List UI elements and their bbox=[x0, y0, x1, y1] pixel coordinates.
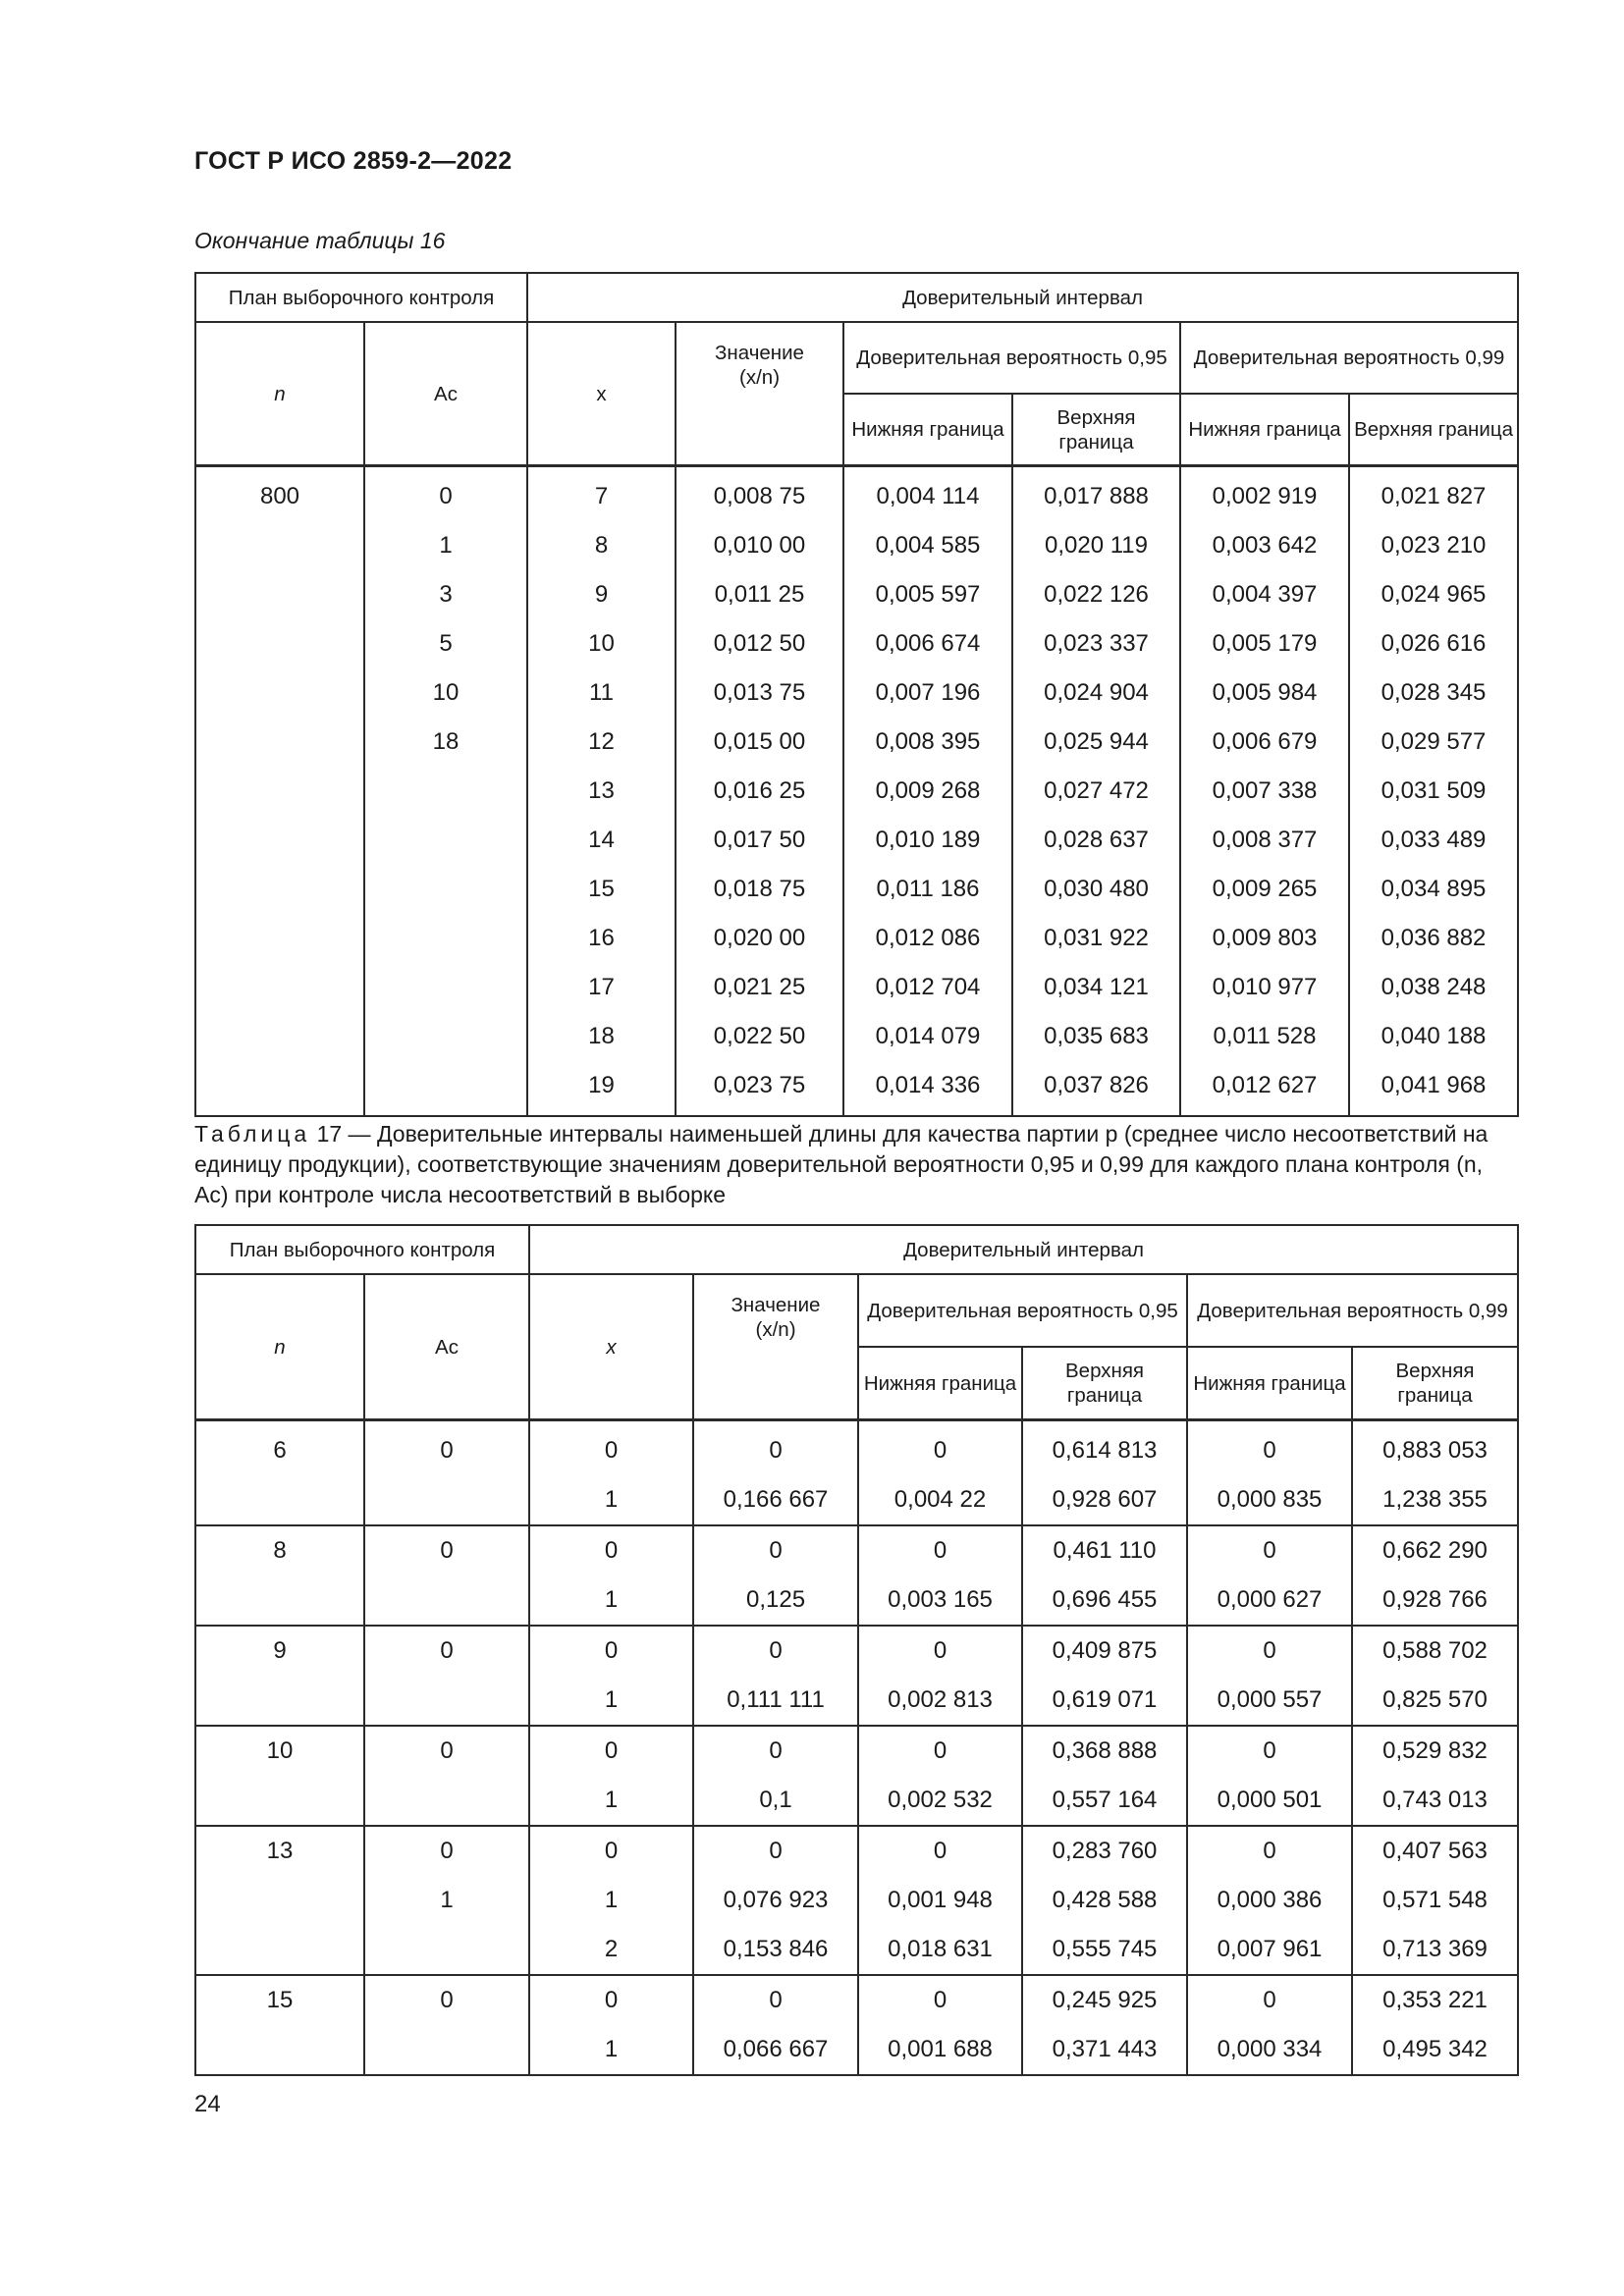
header-prob95: Доверительная вероятность 0,95 bbox=[858, 1274, 1187, 1347]
table-cell: 1 bbox=[529, 1475, 693, 1525]
table-cell: 11 bbox=[527, 668, 676, 718]
table-cell: 0,021 827 bbox=[1349, 472, 1518, 521]
table-cell: 0,153 846 bbox=[693, 1925, 858, 1975]
table-cell bbox=[364, 1676, 529, 1726]
table-cell: 0 bbox=[858, 1426, 1022, 1475]
header-upper99: Верхняя граница bbox=[1349, 394, 1518, 466]
table-cell bbox=[195, 1012, 364, 1061]
header-lower99: Нижняя граница bbox=[1187, 1347, 1352, 1420]
table-cell bbox=[195, 718, 364, 767]
table-cell bbox=[195, 1061, 364, 1110]
table-cell bbox=[364, 767, 527, 816]
table-cell: 0 bbox=[529, 1626, 693, 1676]
table-cell: 0 bbox=[858, 1525, 1022, 1575]
table-cell: 17 bbox=[527, 963, 676, 1012]
table-cell: 6 bbox=[195, 1426, 364, 1475]
table-cell: 0,030 480 bbox=[1012, 865, 1180, 914]
table-cell: 0,1 bbox=[693, 1776, 858, 1826]
table-cell bbox=[364, 963, 527, 1012]
table-cell: 0,029 577 bbox=[1349, 718, 1518, 767]
table-cell: 0,004 114 bbox=[843, 472, 1012, 521]
header-n: n bbox=[195, 1274, 364, 1420]
table-row bbox=[195, 1012, 1518, 1061]
table-cell: 0 bbox=[693, 1726, 858, 1776]
table-17-caption bbox=[194, 1119, 1520, 1210]
table-cell: 0,036 882 bbox=[1349, 914, 1518, 963]
table-cell: 0,023 210 bbox=[1349, 521, 1518, 570]
table-cell: 0,928 607 bbox=[1022, 1475, 1187, 1525]
table-cell bbox=[364, 2025, 529, 2075]
table-cell: 800 bbox=[195, 472, 364, 521]
document-title: ГОСТ Р ИСО 2859-2—2022 bbox=[194, 147, 513, 175]
table-cell: 0,014 336 bbox=[843, 1061, 1012, 1110]
table-cell: 13 bbox=[527, 767, 676, 816]
page-number: 24 bbox=[194, 2091, 221, 2117]
header-value bbox=[693, 1274, 858, 1420]
spacer-cell bbox=[1012, 1110, 1180, 1116]
table-cell: 0,076 923 bbox=[693, 1876, 858, 1925]
header-interval: Доверительный интервал bbox=[527, 273, 1518, 322]
table-16 bbox=[194, 272, 1519, 1117]
table-row bbox=[195, 668, 1518, 718]
header-plan: План выборочного контроля bbox=[195, 1225, 529, 1274]
table-cell: 0,928 766 bbox=[1352, 1575, 1518, 1626]
table-cell: 0,031 922 bbox=[1012, 914, 1180, 963]
table-cell bbox=[195, 767, 364, 816]
table-cell: 0,283 760 bbox=[1022, 1826, 1187, 1876]
table-row bbox=[195, 865, 1518, 914]
table-cell: 0,038 248 bbox=[1349, 963, 1518, 1012]
table-cell: 0 bbox=[1187, 1726, 1352, 1776]
table-cell: 0,004 22 bbox=[858, 1475, 1022, 1525]
table-cell: 0 bbox=[693, 1826, 858, 1876]
table-cell: 0 bbox=[858, 1626, 1022, 1676]
table-cell: 0,588 702 bbox=[1352, 1626, 1518, 1676]
table-cell bbox=[364, 1575, 529, 1626]
table-cell: 0,012 704 bbox=[843, 963, 1012, 1012]
table-cell bbox=[195, 1475, 364, 1525]
table-cell: 0,407 563 bbox=[1352, 1826, 1518, 1876]
table-row bbox=[195, 1726, 1518, 1776]
table-cell bbox=[195, 1575, 364, 1626]
table-cell: 0,026 616 bbox=[1349, 619, 1518, 668]
table-17-caption-text: 17 — Доверительные интервалы наименьшей длины для качества партии p (среднее число несоответствий на единицу продукции), соответствующие значениям доверительной вероятности 0,95 и 0,99 для каждого плана контроля (n, Ac) при контроле числа несоответствий в выборке bbox=[194, 1121, 1489, 1207]
table-cell: 0,041 968 bbox=[1349, 1061, 1518, 1110]
table-row bbox=[195, 914, 1518, 963]
header-interval: Доверительный интервал bbox=[529, 1225, 1518, 1274]
table-cell: 0,028 345 bbox=[1349, 668, 1518, 718]
table-cell: 0 bbox=[529, 1975, 693, 2025]
table-cell: 0,002 919 bbox=[1180, 472, 1349, 521]
table-cell: 0,245 925 bbox=[1022, 1975, 1187, 2025]
table-row bbox=[195, 1876, 1518, 1925]
table-cell: 8 bbox=[195, 1525, 364, 1575]
table-cell: 0,662 290 bbox=[1352, 1525, 1518, 1575]
table-cell bbox=[195, 668, 364, 718]
table-row bbox=[195, 718, 1518, 767]
header-value-label: Значение bbox=[715, 342, 804, 364]
table-cell: 0,007 196 bbox=[843, 668, 1012, 718]
table-cell: 10 bbox=[195, 1726, 364, 1776]
table-row bbox=[195, 1475, 1518, 1525]
header-upper95: Верхняя граница bbox=[1022, 1347, 1187, 1420]
table-cell: 0,010 189 bbox=[843, 816, 1012, 865]
table-cell: 0,009 268 bbox=[843, 767, 1012, 816]
table-cell: 8 bbox=[527, 521, 676, 570]
table-row bbox=[195, 570, 1518, 619]
table-cell: 0,003 165 bbox=[858, 1575, 1022, 1626]
table-cell: 0,027 472 bbox=[1012, 767, 1180, 816]
table-cell: 0,008 377 bbox=[1180, 816, 1349, 865]
table-cell: 0 bbox=[364, 1426, 529, 1475]
table-continuation-label: Окончание таблицы 16 bbox=[194, 228, 446, 253]
table-cell: 0,001 948 bbox=[858, 1876, 1022, 1925]
table-cell: 0,409 875 bbox=[1022, 1626, 1187, 1676]
table-cell: 0,009 803 bbox=[1180, 914, 1349, 963]
table-cell bbox=[195, 1676, 364, 1726]
table-cell: 0 bbox=[529, 1525, 693, 1575]
table-cell: 0,040 188 bbox=[1349, 1012, 1518, 1061]
table-cell: 0,111 111 bbox=[693, 1676, 858, 1726]
table-cell: 0,005 179 bbox=[1180, 619, 1349, 668]
table-cell: 9 bbox=[195, 1626, 364, 1676]
table-cell: 13 bbox=[195, 1826, 364, 1876]
table-cell: 10 bbox=[527, 619, 676, 668]
table-cell: 0,022 50 bbox=[676, 1012, 843, 1061]
spacer-cell bbox=[1349, 1110, 1518, 1116]
table-cell: 0,017 50 bbox=[676, 816, 843, 865]
table-cell: 0,020 00 bbox=[676, 914, 843, 963]
table-cell: 0 bbox=[858, 1975, 1022, 2025]
table-cell: 0,009 265 bbox=[1180, 865, 1349, 914]
table-row bbox=[195, 767, 1518, 816]
table-row bbox=[195, 1525, 1518, 1575]
table-cell: 2 bbox=[529, 1925, 693, 1975]
table-cell: 0 bbox=[693, 1975, 858, 2025]
table-cell: 1 bbox=[529, 1876, 693, 1925]
table-cell bbox=[195, 1876, 364, 1925]
table-cell: 0 bbox=[1187, 1626, 1352, 1676]
table-cell: 0,883 053 bbox=[1352, 1426, 1518, 1475]
table-cell: 14 bbox=[527, 816, 676, 865]
table-cell bbox=[195, 619, 364, 668]
table-cell: 0,571 548 bbox=[1352, 1876, 1518, 1925]
table-cell: 0 bbox=[693, 1626, 858, 1676]
table-cell: 0,028 637 bbox=[1012, 816, 1180, 865]
header-value-sub: (x/n) bbox=[755, 1318, 796, 1341]
table-cell bbox=[195, 865, 364, 914]
table-cell: 0,004 585 bbox=[843, 521, 1012, 570]
header-plan: План выборочного контроля bbox=[195, 273, 527, 322]
table-cell: 0 bbox=[693, 1426, 858, 1475]
table-cell: 0,619 071 bbox=[1022, 1676, 1187, 1726]
header-lower99: Нижняя граница bbox=[1180, 394, 1349, 466]
table-cell: 10 bbox=[364, 668, 527, 718]
table-row bbox=[195, 1426, 1518, 1475]
table-row bbox=[195, 816, 1518, 865]
table-cell: 18 bbox=[527, 1012, 676, 1061]
table-cell: 0,005 984 bbox=[1180, 668, 1349, 718]
table-cell: 0,020 119 bbox=[1012, 521, 1180, 570]
table-cell: 3 bbox=[364, 570, 527, 619]
table-cell: 0 bbox=[364, 1726, 529, 1776]
table-cell: 0 bbox=[1187, 1525, 1352, 1575]
table-cell: 0,825 570 bbox=[1352, 1676, 1518, 1726]
table-row bbox=[195, 521, 1518, 570]
header-upper95: Верхняя граница bbox=[1012, 394, 1180, 466]
spacer-row bbox=[195, 1110, 1518, 1116]
table-cell: 0,000 386 bbox=[1187, 1876, 1352, 1925]
table-cell: 0,371 443 bbox=[1022, 2025, 1187, 2075]
table-cell: 1 bbox=[529, 1776, 693, 1826]
table-cell: 1 bbox=[529, 1575, 693, 1626]
table-cell: 12 bbox=[527, 718, 676, 767]
table-cell: 0,008 75 bbox=[676, 472, 843, 521]
table-cell: 0,006 679 bbox=[1180, 718, 1349, 767]
table-cell bbox=[195, 914, 364, 963]
table-cell: 0 bbox=[858, 1826, 1022, 1876]
table-cell bbox=[195, 570, 364, 619]
table-cell: 0,555 745 bbox=[1022, 1925, 1187, 1975]
table-cell bbox=[364, 914, 527, 963]
table-cell: 0,008 395 bbox=[843, 718, 1012, 767]
table-cell: 0,033 489 bbox=[1349, 816, 1518, 865]
table-row bbox=[195, 472, 1518, 521]
table-cell: 0,023 75 bbox=[676, 1061, 843, 1110]
table-cell: 0,011 528 bbox=[1180, 1012, 1349, 1061]
table-cell: 0,003 642 bbox=[1180, 521, 1349, 570]
table-cell: 0,696 455 bbox=[1022, 1575, 1187, 1626]
table-cell: 0 bbox=[529, 1726, 693, 1776]
table-cell: 0,017 888 bbox=[1012, 472, 1180, 521]
table-cell bbox=[364, 1776, 529, 1826]
table-cell: 0,005 597 bbox=[843, 570, 1012, 619]
table-cell: 0,013 75 bbox=[676, 668, 843, 718]
table-cell: 0,428 588 bbox=[1022, 1876, 1187, 1925]
table-row bbox=[195, 963, 1518, 1012]
table-cell bbox=[364, 1061, 527, 1110]
table-cell: 0,035 683 bbox=[1012, 1012, 1180, 1061]
table-row bbox=[195, 1975, 1518, 2025]
table-row bbox=[195, 1826, 1518, 1876]
table-cell: 0,461 110 bbox=[1022, 1525, 1187, 1575]
spacer-cell bbox=[364, 1110, 527, 1116]
table-cell: 0,007 338 bbox=[1180, 767, 1349, 816]
table-cell: 0 bbox=[1187, 1826, 1352, 1876]
table-cell: 0 bbox=[858, 1726, 1022, 1776]
table-row bbox=[195, 1925, 1518, 1975]
table-cell: 0,034 895 bbox=[1349, 865, 1518, 914]
header-value-label: Значение bbox=[731, 1294, 821, 1316]
table-row bbox=[195, 619, 1518, 668]
table-row bbox=[195, 1575, 1518, 1626]
spacer-cell bbox=[195, 1110, 364, 1116]
table-cell: 0 bbox=[529, 1826, 693, 1876]
table-cell bbox=[364, 816, 527, 865]
table-cell bbox=[195, 1925, 364, 1975]
spacer-cell bbox=[676, 1110, 843, 1116]
table-cell: 0,000 627 bbox=[1187, 1575, 1352, 1626]
table-cell: 0,002 813 bbox=[858, 1676, 1022, 1726]
table-cell: 0,066 667 bbox=[693, 2025, 858, 2075]
table-cell: 15 bbox=[527, 865, 676, 914]
table-row bbox=[195, 1626, 1518, 1676]
table-cell: 0,001 688 bbox=[858, 2025, 1022, 2075]
table-cell: 0,125 bbox=[693, 1575, 858, 1626]
table-cell bbox=[195, 521, 364, 570]
table-cell bbox=[195, 963, 364, 1012]
header-prob99: Доверительная вероятность 0,99 bbox=[1180, 322, 1518, 394]
table-cell: 0,014 079 bbox=[843, 1012, 1012, 1061]
table-cell: 0,000 557 bbox=[1187, 1676, 1352, 1726]
table-row bbox=[195, 1061, 1518, 1110]
table-cell: 0 bbox=[364, 472, 527, 521]
table-cell: 0,011 186 bbox=[843, 865, 1012, 914]
table-cell: 0,037 826 bbox=[1012, 1061, 1180, 1110]
table-cell: 0,713 369 bbox=[1352, 1925, 1518, 1975]
table-cell: 0,004 397 bbox=[1180, 570, 1349, 619]
table-cell: 0,025 944 bbox=[1012, 718, 1180, 767]
table-cell bbox=[195, 816, 364, 865]
table-cell: 0 bbox=[364, 1525, 529, 1575]
table-cell: 0 bbox=[1187, 1975, 1352, 2025]
table-row bbox=[195, 1676, 1518, 1726]
table-cell: 5 bbox=[364, 619, 527, 668]
table-cell: 0,031 509 bbox=[1349, 767, 1518, 816]
table-cell: 0,015 00 bbox=[676, 718, 843, 767]
table-cell: 9 bbox=[527, 570, 676, 619]
table-cell: 0,023 337 bbox=[1012, 619, 1180, 668]
table-row bbox=[195, 2025, 1518, 2075]
table-cell: 0,018 631 bbox=[858, 1925, 1022, 1975]
table-cell: 0,011 25 bbox=[676, 570, 843, 619]
table-cell bbox=[364, 1012, 527, 1061]
table-cell bbox=[364, 1475, 529, 1525]
spacer-cell bbox=[843, 1110, 1012, 1116]
spacer-cell bbox=[1180, 1110, 1349, 1116]
table-cell: 0,006 674 bbox=[843, 619, 1012, 668]
table-cell: 18 bbox=[364, 718, 527, 767]
table-row bbox=[195, 1776, 1518, 1826]
table-cell: 0,034 121 bbox=[1012, 963, 1180, 1012]
header-value bbox=[676, 322, 843, 466]
table-cell: 0 bbox=[693, 1525, 858, 1575]
table-cell: 0,353 221 bbox=[1352, 1975, 1518, 2025]
table-cell bbox=[195, 2025, 364, 2075]
table-cell: 0,166 667 bbox=[693, 1475, 858, 1525]
table-cell: 1 bbox=[364, 521, 527, 570]
table-cell: 0,024 904 bbox=[1012, 668, 1180, 718]
table-cell: 0,021 25 bbox=[676, 963, 843, 1012]
header-lower95: Нижняя граница bbox=[843, 394, 1012, 466]
table-17-caption-label: Таблица bbox=[194, 1121, 311, 1147]
table-cell: 0 bbox=[364, 1826, 529, 1876]
table-cell: 0,007 961 bbox=[1187, 1925, 1352, 1975]
table-cell: 0,743 013 bbox=[1352, 1776, 1518, 1826]
header-ac: Ac bbox=[364, 322, 527, 466]
header-x: x bbox=[527, 322, 676, 466]
table-cell: 0 bbox=[1187, 1426, 1352, 1475]
table-cell: 0,012 086 bbox=[843, 914, 1012, 963]
table-cell: 0,002 532 bbox=[858, 1776, 1022, 1826]
table-cell: 0,012 627 bbox=[1180, 1061, 1349, 1110]
table-cell: 0 bbox=[364, 1975, 529, 2025]
table-cell: 0 bbox=[364, 1626, 529, 1676]
table-cell: 0,018 75 bbox=[676, 865, 843, 914]
table-cell: 0,000 334 bbox=[1187, 2025, 1352, 2075]
header-value-sub: (x/n) bbox=[739, 366, 781, 389]
table-cell: 15 bbox=[195, 1975, 364, 2025]
table-cell: 16 bbox=[527, 914, 676, 963]
table-cell bbox=[364, 865, 527, 914]
table-cell: 0,495 342 bbox=[1352, 2025, 1518, 2075]
table-17 bbox=[194, 1224, 1519, 2076]
header-prob99: Доверительная вероятность 0,99 bbox=[1187, 1274, 1518, 1347]
table-cell: 0,000 835 bbox=[1187, 1475, 1352, 1525]
spacer-cell bbox=[527, 1110, 676, 1116]
table-cell: 0,368 888 bbox=[1022, 1726, 1187, 1776]
table-cell: 0,012 50 bbox=[676, 619, 843, 668]
table-cell: 1 bbox=[529, 2025, 693, 2075]
table-cell: 1 bbox=[529, 1676, 693, 1726]
table-cell: 19 bbox=[527, 1061, 676, 1110]
table-cell: 0,614 813 bbox=[1022, 1426, 1187, 1475]
table-cell bbox=[364, 1925, 529, 1975]
table-cell: 1,238 355 bbox=[1352, 1475, 1518, 1525]
table-cell: 0,557 164 bbox=[1022, 1776, 1187, 1826]
table-cell: 0,010 00 bbox=[676, 521, 843, 570]
header-ac: Ac bbox=[364, 1274, 529, 1420]
table-cell: 0,000 501 bbox=[1187, 1776, 1352, 1826]
table-cell: 0,022 126 bbox=[1012, 570, 1180, 619]
table-cell: 0,016 25 bbox=[676, 767, 843, 816]
header-x: x bbox=[529, 1274, 693, 1420]
table-cell: 0,529 832 bbox=[1352, 1726, 1518, 1776]
header-upper99: Верхняя граница bbox=[1352, 1347, 1518, 1420]
header-lower95: Нижняя граница bbox=[858, 1347, 1022, 1420]
header-prob95: Доверительная вероятность 0,95 bbox=[843, 322, 1180, 394]
table-cell: 0,024 965 bbox=[1349, 570, 1518, 619]
table-cell bbox=[195, 1776, 364, 1826]
table-cell: 0 bbox=[529, 1426, 693, 1475]
header-n: n bbox=[195, 322, 364, 466]
table-cell: 0,010 977 bbox=[1180, 963, 1349, 1012]
table-cell: 7 bbox=[527, 472, 676, 521]
table-cell: 1 bbox=[364, 1876, 529, 1925]
